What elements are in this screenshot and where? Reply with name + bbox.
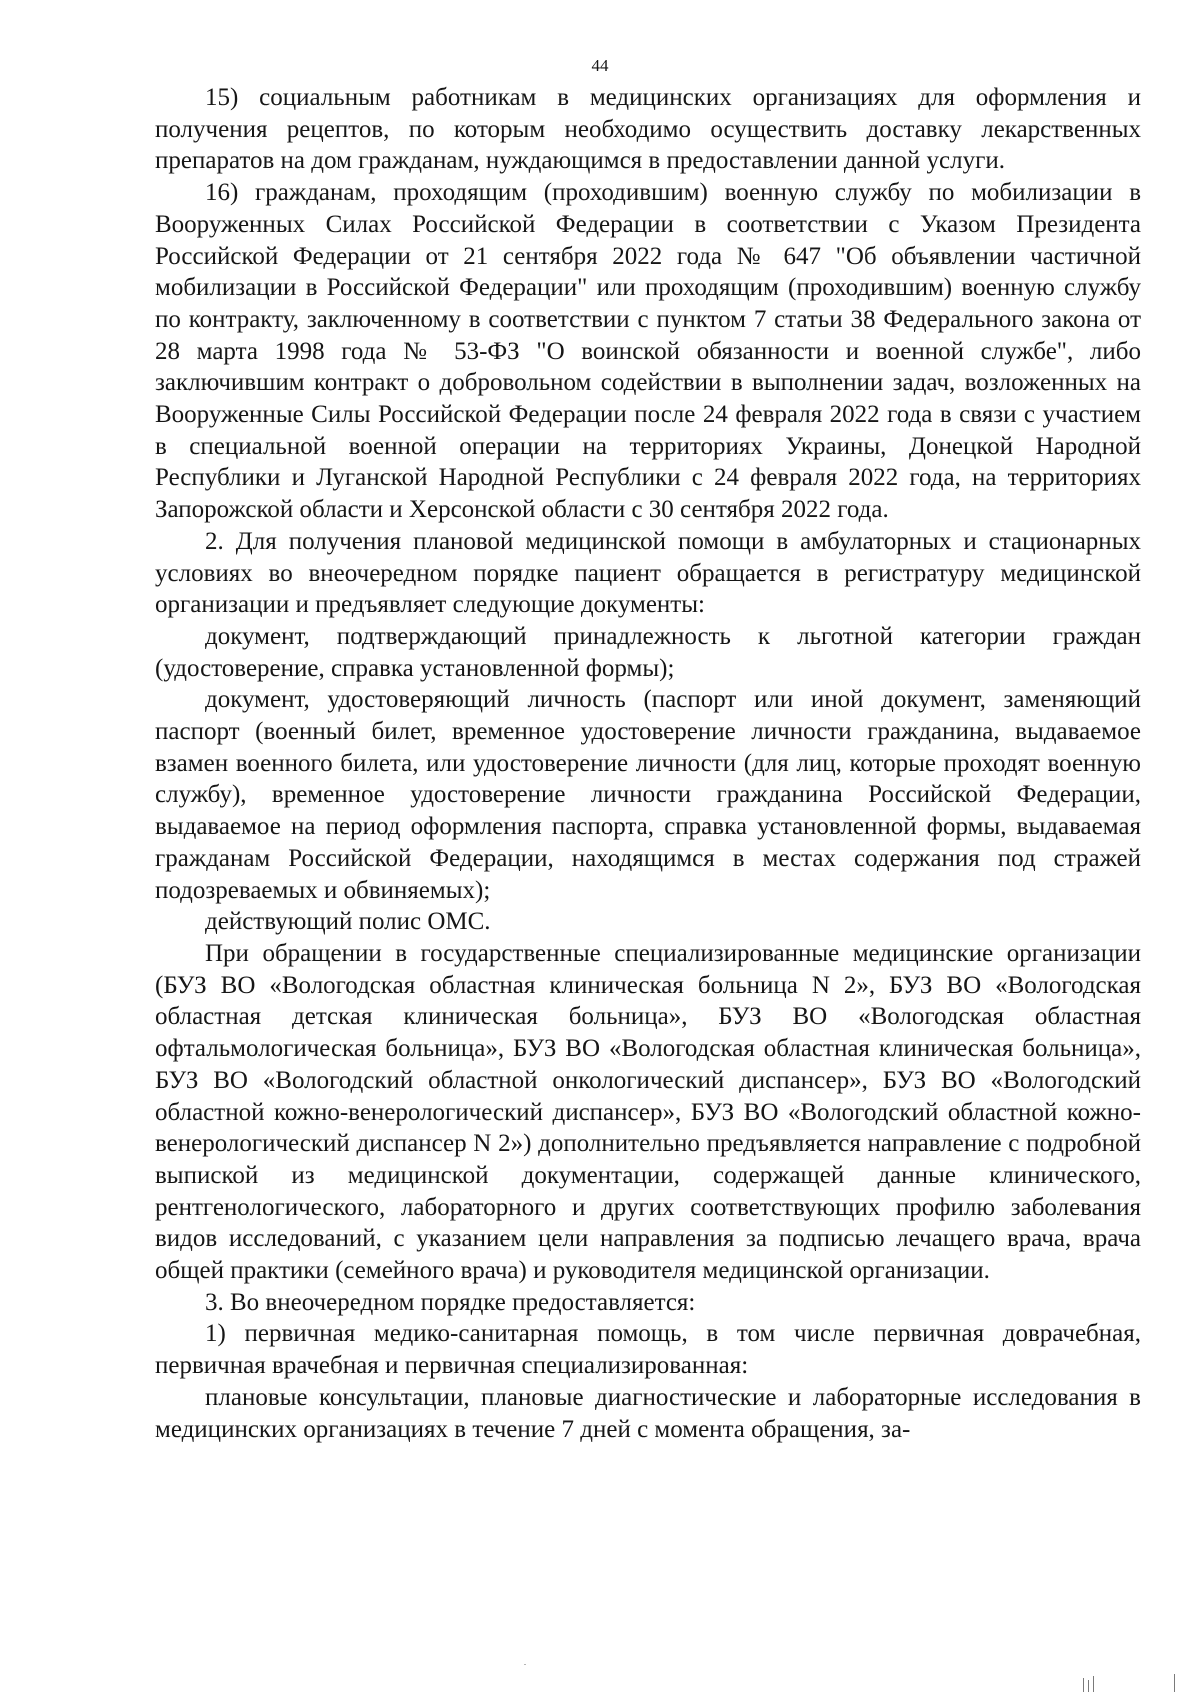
scan-artifact — [1088, 1680, 1089, 1692]
paragraph-document-oms: действующий полис ОМС. — [205, 908, 491, 936]
paragraph-item-16: 16) гражданам, проходящим (проходившим) военную службу по мобилизации в Вооруженных Силах Российской Федерации в соответствии с Указом Президента Российской Федерации от 21 сентября 2022 года № 647 "Об объявлении частичной мобилизации в Российской Федерации" или проходящим (проходившим) военную службу по контракту, заключенному в соответствии с пунктом 7 статьи 38 Федерального закона от 28 марта 1998 года № 53-ФЗ "О воинской обязанности и военной службе", либо заключившим контракт о добровольном содействии в выполнении задач, возложенных на Вооруженные Силы Российской Федерации после 24 февраля 2022 года в связи с участием в специальной военной операции на территориях Украины, Донецкой Народной Республики и Луганской Народной Республики с 24 февраля 2022 года, на территориях Запорожской области и Херсонской области с 30 сентября 2022 года. — [155, 179, 1141, 524]
paragraph-planned-consultations: плановые консультации, плановые диагностические и лабораторные исследования в медицинских организациях в течение 7 дней с момента обращения, за- — [155, 1383, 1141, 1443]
page-number: 44 — [591, 56, 609, 75]
scan-artifact — [1083, 1678, 1084, 1692]
paragraph-section-3: 3. Во внеочередном порядке предоставляется: — [205, 1288, 696, 1316]
scan-artifact — [1174, 1674, 1175, 1692]
paragraph-section-2: 2. Для получения плановой медицинской помощи в амбулаторных и стационарных условиях во внеочередном порядке пациент обращается в регистратуру медицинской организации и предъявляет следующие документы: — [155, 527, 1141, 619]
paragraph-specialized-organizations: При обращении в государственные специализированные медицинские организации (БУЗ ВО «Вологодская областная клиническая больница N 2», БУЗ ВО «Вологодская областная детская клиническая больница», БУЗ ВО «Вологодская областная офтальмологическая больница», БУЗ ВО «Вологодская областная клиническая больница», БУЗ ВО «Вологодский областной онкологический диспансер», БУЗ ВО «Вологодский областной кожно-венерологический диспансер», БУЗ ВО «Вологодский областной кожно-венерологический диспансер N 2») дополнительно предъявляется направление с подробной выпиской из медицинской документации, содержащей данные клинического, рентгенологического, лабораторного и других соответствующих профилю заболевания видов исследований, с указанием цели направления за подписью лечащего врача, врача общей практики (семейного врача) и руководителя медицинской организации. — [155, 939, 1141, 1285]
scan-artifact — [524, 1664, 526, 1665]
paragraph-primary-care: 1) первичная медико-санитарная помощь, в том числе первичная доврачебная, первичная врачебная и первичная специализированная: — [155, 1320, 1141, 1380]
scan-artifact — [1093, 1676, 1094, 1692]
paragraph-document-category: документ, подтверждающий принадлежность к льготной категории граждан (удостоверение, справка установленной формы); — [155, 622, 1141, 682]
paragraph-document-identity: документ, удостоверяющий личность (паспорт или иной документ, заменяющий паспорт (военный билет, временное удостоверение личности гражданина, выдаваемое взамен военного билета, или удостоверение личности (для лиц, которые проходят военную службу), временное удостоверение личности гражданина Российской Федерации, выдаваемое на период оформления паспорта, справка установленной формы, выдаваемая гражданам Российской Федерации, находящимся в местах содержания под стражей подозреваемых и обвиняемых); — [155, 686, 1141, 904]
document-body — [155, 82, 1141, 1445]
paragraph-item-15: 15) социальным работникам в медицинских организациях для оформления и получения рецептов, по которым необходимо осуществить доставку лекарственных препаратов на дом гражданам, нуждающимся в предоставлении данной услуги. — [155, 84, 1141, 175]
